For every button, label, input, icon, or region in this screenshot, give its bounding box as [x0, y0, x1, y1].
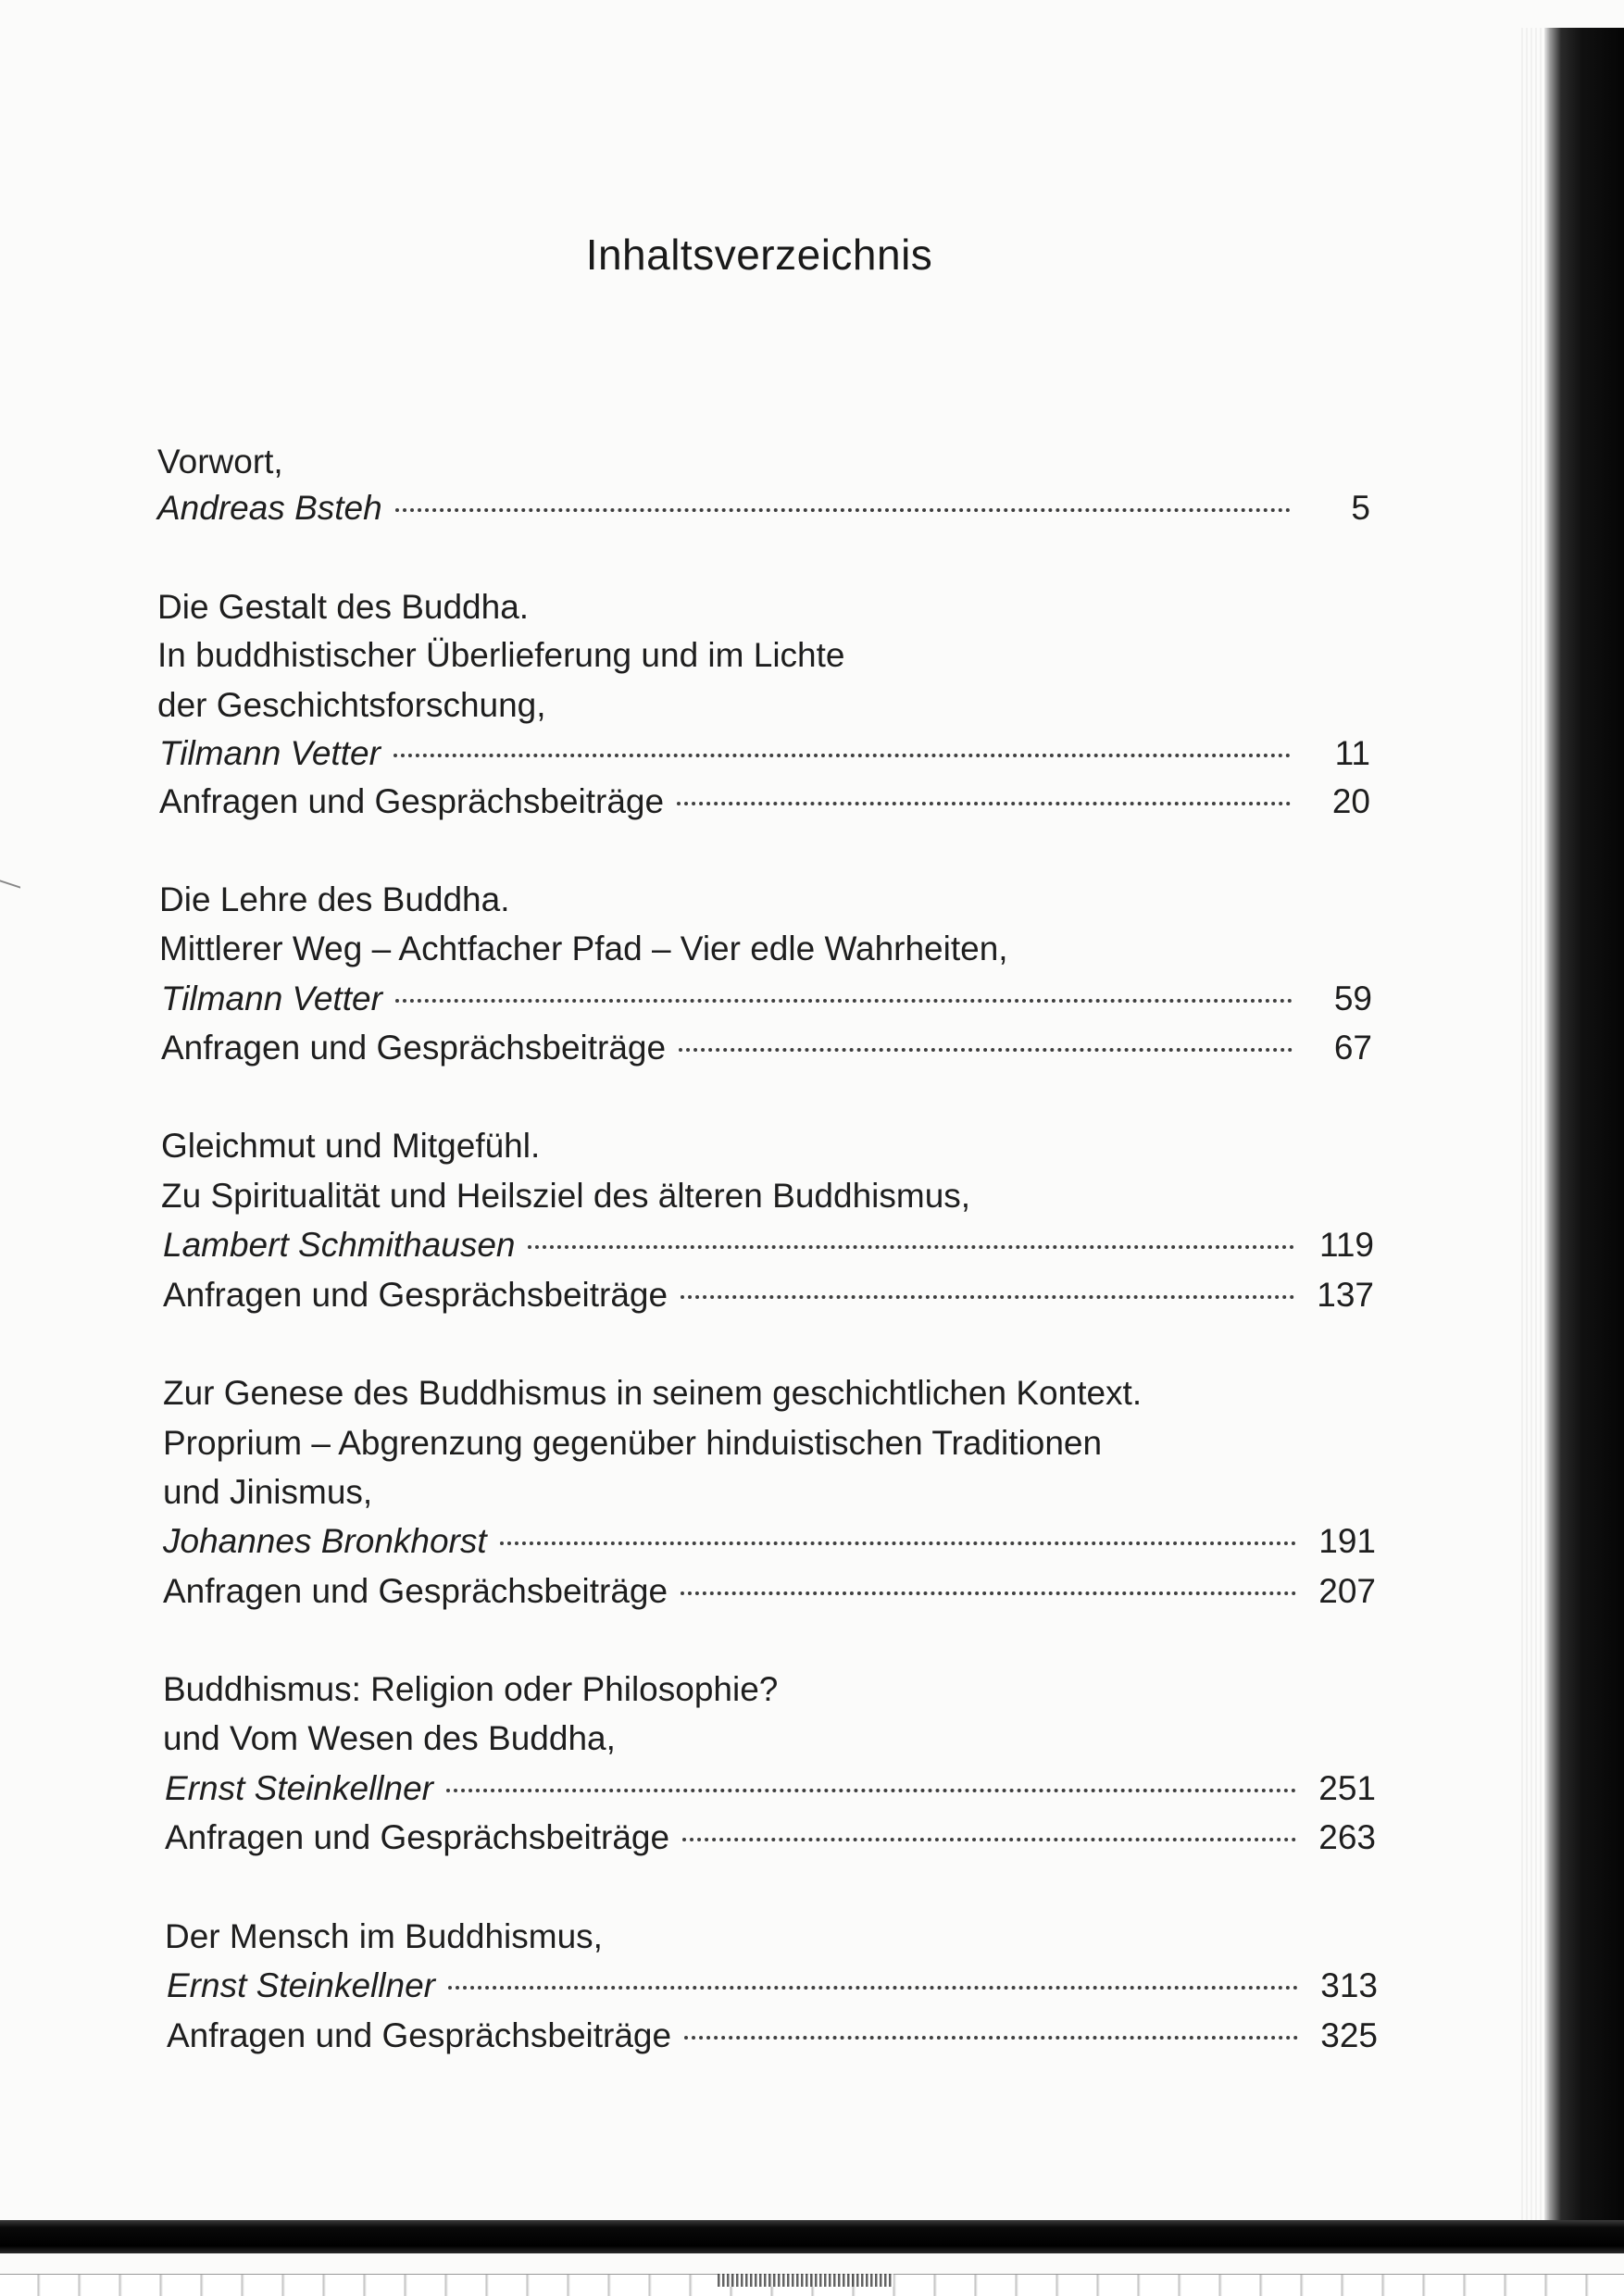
page-number: 67: [1333, 1029, 1372, 1067]
toc-entry: [167, 2015, 1378, 2056]
entry-label: Anfragen und Gesprächsbeiträge: [159, 782, 665, 820]
entry-label: Ernst Steinkellner: [167, 1966, 435, 2004]
page-number: 119: [1319, 1226, 1374, 1264]
dot-leader: [500, 1541, 1296, 1545]
section-heading-line: Zur Genese des Buddhismus in seinem geschichtlichen Kontext.: [163, 1374, 1143, 1412]
section-heading-line: Proprium – Abgrenzung gegenüber hinduistischen Traditionen: [163, 1424, 1103, 1462]
toc-entry: [159, 733, 1370, 774]
section-heading-line: Vorwort,: [157, 443, 283, 480]
page-number: 5: [1351, 489, 1370, 527]
dot-leader: [395, 508, 1291, 512]
section-heading-line: Zu Spiritualität und Heilsziel des älteren Buddhismus,: [161, 1177, 971, 1215]
section-heading-line: und Vom Wesen des Buddha,: [163, 1719, 616, 1757]
toc-entry: [165, 1768, 1376, 1809]
scan-barcode-artifact: [718, 2274, 893, 2287]
entry-label: Ernst Steinkellner: [165, 1769, 433, 1807]
dot-leader: [679, 1048, 1293, 1052]
page-number: 11: [1334, 734, 1370, 772]
entry-label: Anfragen und Gesprächsbeiträge: [163, 1572, 668, 1610]
entry-label: Andreas Bsteh: [157, 489, 382, 527]
entry-label: Tilmann Vetter: [161, 980, 382, 1017]
dot-leader: [448, 1986, 1298, 1990]
section-heading-line: Gleichmut und Mitgefühl.: [161, 1127, 541, 1165]
dot-leader: [681, 1295, 1294, 1299]
section-heading-line: In buddhistischer Überlieferung und im Lichte: [157, 636, 845, 674]
dot-leader: [395, 999, 1293, 1003]
toc-entry: [165, 1817, 1376, 1858]
page-number: 59: [1333, 980, 1372, 1017]
entry-label: Johannes Bronkhorst: [163, 1522, 487, 1560]
entry-label: Lambert Schmithausen: [163, 1226, 516, 1264]
page-number: 263: [1318, 1818, 1376, 1856]
toc-entry: [159, 781, 1370, 822]
toc-entry: [161, 1028, 1372, 1068]
page-number: 20: [1331, 782, 1370, 820]
entry-label: Tilmann Vetter: [159, 734, 381, 772]
scan-left-mark: [0, 867, 20, 888]
section-heading-line: Mittlerer Weg – Achtfacher Pfad – Vier edle Wahrheiten,: [159, 930, 1008, 967]
entry-label: Anfragen und Gesprächsbeiträge: [167, 2016, 672, 2054]
section-heading-line: Der Mensch im Buddhismus,: [165, 1917, 603, 1955]
dot-leader: [528, 1245, 1294, 1249]
toc-entry: [163, 1571, 1376, 1612]
page-number: 313: [1320, 1966, 1378, 2004]
entry-label: Anfragen und Gesprächsbeiträge: [165, 1818, 670, 1856]
toc-entry: [163, 1225, 1374, 1266]
section-heading-line: Buddhismus: Religion oder Philosophie?: [163, 1670, 779, 1708]
dot-leader: [681, 1591, 1296, 1595]
section-heading-line: Die Gestalt des Buddha.: [157, 588, 530, 626]
page-number: 251: [1318, 1769, 1376, 1807]
toc-entry: [161, 979, 1372, 1019]
dot-leader: [677, 802, 1291, 805]
toc-entry: [167, 1965, 1378, 2006]
section-heading-line: der Geschichtsforschung,: [157, 686, 546, 724]
scan-edge-right: [1544, 28, 1624, 2231]
page-number: 191: [1318, 1522, 1376, 1560]
section-heading-line: und Jinismus,: [163, 1473, 373, 1511]
page-number: 325: [1320, 2016, 1378, 2054]
page-title: Inhaltsverzeichnis: [585, 231, 933, 279]
toc-entry: [163, 1521, 1376, 1562]
section-heading-line: Die Lehre des Buddha.: [159, 880, 510, 918]
entry-label: Anfragen und Gesprächsbeiträge: [163, 1276, 668, 1314]
dot-leader: [684, 2036, 1298, 2040]
dot-leader: [446, 1789, 1296, 1792]
page-number: 207: [1318, 1572, 1376, 1610]
toc-entry: [163, 1275, 1374, 1316]
page-number: 137: [1317, 1276, 1374, 1314]
scan-edge-shading: [1518, 28, 1546, 2231]
toc-entry: [157, 488, 1370, 529]
scan-edge-bottom: [0, 2220, 1624, 2253]
dot-leader: [682, 1838, 1296, 1841]
entry-label: Anfragen und Gesprächsbeiträge: [161, 1029, 667, 1067]
dot-leader: [394, 754, 1291, 757]
